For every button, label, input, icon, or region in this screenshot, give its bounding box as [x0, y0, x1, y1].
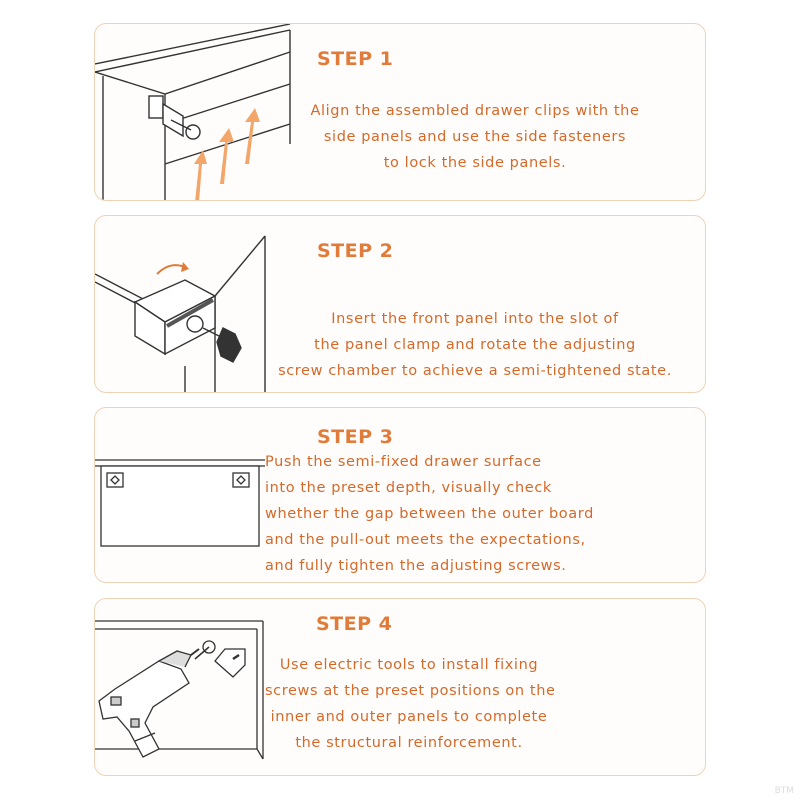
- step-2-line-2: the panel clamp and rotate the adjusting: [314, 337, 636, 353]
- step-3-line-3: whether the gap between the outer board: [265, 506, 594, 522]
- step-4-line-2: screws at the preset positions on the: [265, 683, 556, 699]
- step-4-line-1: Use electric tools to install fixing: [279, 657, 539, 673]
- step-1-line-2: side panels and use the side fasteners: [323, 129, 627, 145]
- step-3-card: [94, 407, 706, 583]
- step-1-description: [265, 98, 685, 176]
- watermark: BTM: [774, 786, 794, 796]
- step-2-line-1: Insert the front panel into the slot of: [331, 311, 619, 327]
- step-4-card: [94, 598, 706, 776]
- step-2-title: STEP 2: [317, 240, 394, 262]
- step-3-description: [265, 449, 594, 579]
- arrows: [194, 108, 260, 201]
- step-4-line-3: inner and outer panels to complete: [270, 709, 548, 725]
- step-3-line-1: Push the semi-fixed drawer surface: [265, 454, 542, 470]
- step-1-line-1: Align the assembled drawer clips with the: [310, 103, 640, 119]
- step-2-card: [94, 215, 706, 393]
- step-2-line-3: screw chamber to achieve a semi-tightened state.: [278, 363, 672, 379]
- step-1-card: [94, 23, 706, 201]
- step-4-title: STEP 4: [316, 613, 393, 635]
- step-4-description: [265, 652, 556, 756]
- step-3-line-4: and the pull-out meets the expectations,: [265, 532, 586, 548]
- drill: [99, 649, 199, 757]
- step-3-title: STEP 3: [317, 426, 394, 448]
- step-1-title: STEP 1: [317, 48, 394, 70]
- step-2-description: [265, 306, 685, 384]
- step-4-line-4: the structural reinforcement.: [295, 735, 523, 751]
- step-1-line-3: to lock the side panels.: [383, 155, 567, 171]
- step-3-line-2: into the preset depth, visually check: [265, 480, 552, 496]
- step-3-line-5: and fully tighten the adjusting screws.: [265, 558, 567, 574]
